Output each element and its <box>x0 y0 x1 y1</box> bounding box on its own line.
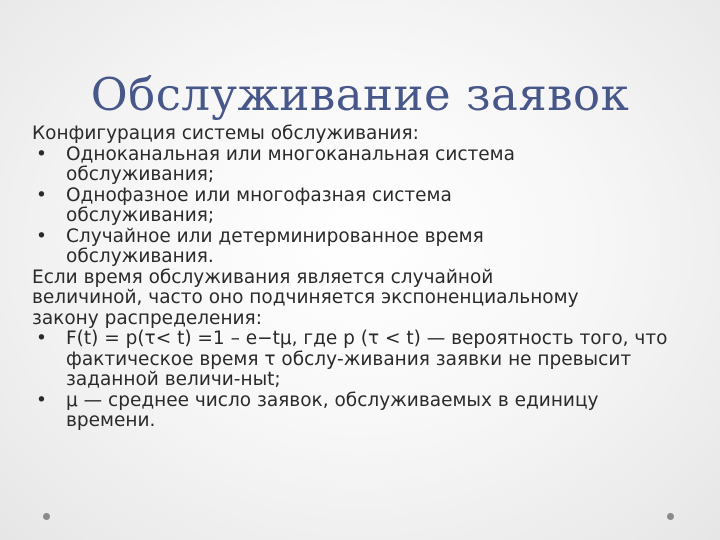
list-item <box>32 391 692 432</box>
intro-text: Конфигурация системы обслуживания: <box>32 123 419 144</box>
list-item-text: Одноканальная или многоканальная система обслуживания; <box>66 143 515 185</box>
list-item <box>32 227 692 268</box>
list-item-text: μ — среднее число заявок, обслуживаемых в единицу времени. <box>66 389 599 431</box>
bullet-icon: • <box>36 184 47 206</box>
bullet-icon: • <box>36 225 47 247</box>
decorative-dot-icon <box>667 513 674 520</box>
list-item-text: Случайное или детерминированное время обслуживания. <box>66 225 484 267</box>
slide-body <box>32 124 692 432</box>
list-item-text: F(t) = p(τ< t) =1 – e−tμ, где p (τ < t) — вероятность того, что фактическое время τ обслу-живания заявки не превысит заданной величи-ныt; <box>66 328 668 390</box>
decorative-dot-icon <box>43 513 50 520</box>
paragraph-line: Если время обслуживания является случайной <box>32 266 494 288</box>
paragraph-line: закону распределения: <box>32 307 262 329</box>
bullet-icon: • <box>36 143 47 165</box>
list-item <box>32 145 692 186</box>
paragraph-line: величиной, часто оно подчиняется экспоненциальному <box>32 287 579 308</box>
bullet-icon: • <box>36 328 47 349</box>
list-item <box>32 186 692 227</box>
slide-title: Обслуживание заявок <box>90 68 630 121</box>
list-item <box>32 329 692 391</box>
bullet-icon: • <box>36 389 47 411</box>
list-item-text: Однофазное или многофазная система обслуживания; <box>66 184 452 226</box>
